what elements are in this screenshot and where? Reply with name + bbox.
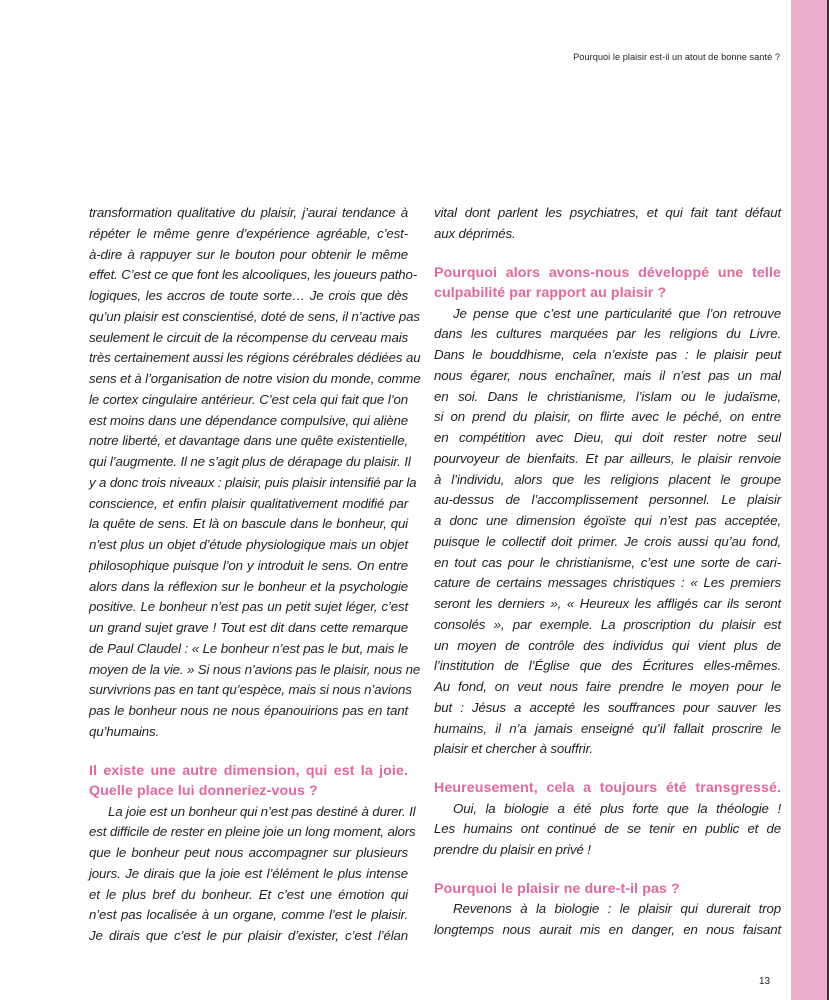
text-line: à l’individu, alors que les religions placent le groupe: [434, 471, 781, 487]
question-line: Quelle place lui donneriez-vous ?: [89, 783, 318, 799]
interview-answer: [434, 899, 781, 941]
text-line: qui l’augmente. Il ne s’agit plus de dérapage du plaisir. Il: [89, 454, 411, 469]
text-line: en soi. Dans le christianisme, l’islam ou le judaïsme,: [434, 388, 781, 404]
text-line: Je dirais que c’est le pur plaisir d’exister, c’est l’élan: [89, 928, 408, 943]
question-line: Pourquoi le plaisir ne dure-t-il pas ?: [434, 880, 680, 897]
text-line: que le bonheur peut nous accompagner sur plusieurs: [89, 845, 408, 860]
interview-answer: [434, 304, 781, 761]
text-line: à-dire à rappuyer sur le bouton pour obtenir le même: [89, 246, 408, 262]
text-line: de Paul Claudel : « Le bonheur n’est pas le but, mais le: [89, 640, 408, 656]
text-line: effet. C’est ce que font les alcooliques, les joueurs patho-: [89, 267, 418, 283]
right-column: [434, 203, 781, 941]
text-line: Revenons à la biologie : le plaisir qui durerait trop: [453, 901, 781, 917]
text-line: Je pense que c’est une particularité que l’on retrouve: [453, 305, 781, 321]
interview-question: [434, 778, 781, 799]
text-line: cature de certains messages christiques : « Les premiers: [434, 575, 781, 591]
question-line: Heureusement, cela a toujours été transgressé.: [434, 780, 781, 796]
text-line: prendre du plaisir en privé !: [434, 842, 591, 857]
text-line: l’institution de l’Église que des Écritures elles-mêmes.: [434, 658, 781, 674]
interview-question: [434, 263, 781, 304]
text-line: aux déprimés.: [434, 225, 516, 241]
text-line: seulement le circuit de la récompense du cerveau mais: [89, 329, 408, 345]
text-line: très certainement aussi les régions cérébrales dédiées au: [89, 350, 421, 366]
text-line: La joie est un bonheur qui n’est pas destiné à durer. Il: [108, 803, 416, 819]
text-line: en tout cas pour le christianisme, c’est une sorte de cari-: [434, 554, 781, 570]
text-line: dans les cultures marquées par les religions du Livre.: [434, 326, 781, 342]
text-line: seront les derniers », « Heureux les affligés car ils seront: [434, 596, 781, 611]
text-line: positive. Le bonheur n’est pas un petit sujet léger, c’est: [89, 599, 408, 615]
text-line: philosophique puisque l’on y introduit le sens. On entre: [89, 557, 408, 573]
text-line: transformation qualitative du plaisir, j’aurai tendance à: [89, 205, 408, 220]
text-line: n’est plus un objet d’étude physiologique mais un objet: [89, 537, 408, 552]
text-line: Au fond, on veut nous faire prendre le moyen pour le: [434, 679, 781, 694]
text-line: alors dans la réflexion sur le bonheur et la psychologie: [89, 578, 408, 594]
text-line: la quête de sens. Et là on bascule dans le bonheur, qui: [89, 516, 408, 532]
text-line: y a donc trois niveaux : plaisir, puis plaisir intensifié par la: [89, 474, 417, 490]
text-line: puisque le collectif doit primer. Je crois aussi qu’au fond,: [434, 533, 781, 549]
text-line: n’est pas localisée à un organe, comme l’est le plaisir.: [89, 907, 408, 923]
text-line: et le plus bref du bonheur. Et c’est une émotion qui: [89, 886, 408, 902]
chapter-side-tab: [791, 0, 827, 1000]
text-line: vital dont parlent les psychiatres, et qui fait tant défaut: [434, 205, 781, 220]
running-head: Pourquoi le plaisir est-il un atout de bonne santé ?: [573, 52, 780, 62]
text-line: nous égarer, nous enchaîner, mais il n’est pas un mal: [434, 367, 781, 383]
text-line: but : Jésus a accepté les souffrances pour sauver les: [434, 699, 781, 715]
text-line: pas le bonheur nous ne nous épanouirions pas en tant: [89, 703, 408, 718]
text-line: est difficile de rester en pleine joie un long moment, alors: [89, 824, 416, 840]
text-line: survivrions pas en tant qu’espèce, mais si nous n’avions: [89, 682, 412, 698]
text-line: qu’humains.: [89, 723, 160, 739]
text-line: jours. Je dirais que la joie est l’élément le plus intense: [89, 865, 408, 881]
question-line: culpabilité par rapport au plaisir ?: [434, 285, 667, 301]
text-line: Oui, la biologie a été plus forte que la théologie !: [453, 800, 781, 816]
question-line: Pourquoi alors avons-nous développé une telle: [434, 264, 781, 281]
text-line: le cortex cingulaire antérieur. C’est cela qui fait que l’on: [89, 391, 408, 407]
text-line: est moins dans une dépendance compulsive, qui aliène: [89, 412, 408, 428]
text-line: répéter le même genre d’expérience agréable, c’est-: [89, 225, 408, 241]
body-paragraph: [89, 203, 421, 743]
interview-question: [89, 761, 408, 802]
text-line: Les humains ont continué de se tenir en public et de: [434, 821, 781, 837]
text-line: pourvoyeur de bienfaits. Et par ailleurs, le plaisir renvoie: [434, 450, 781, 466]
body-paragraph: [434, 203, 781, 245]
text-line: sens et à l’organisation de notre vision du monde, comme: [89, 371, 421, 386]
text-line: qu’un plaisir est conscientisé, doté de sens, il n’active pas: [89, 308, 420, 324]
text-line: a donc une dimension égoïste qui n’est pas acceptée,: [434, 513, 781, 528]
text-line: un moyen de contrôle des individus qui vient plus de: [434, 637, 781, 653]
text-line: longtemps nous aurait mis en danger, en nous faisant: [434, 922, 781, 937]
interview-question: [434, 879, 781, 900]
text-line: un grand sujet grave ! Tout est dit dans cette remarque: [89, 620, 408, 635]
text-line: logiques, les accros de toute sorte… Je crois que dès: [89, 288, 408, 303]
text-line: notre liberté, et davantage dans une quête existentielle,: [89, 433, 408, 449]
interview-answer: [89, 802, 416, 947]
text-line: en compétition avec Dieu, qui doit rester notre seul: [434, 430, 781, 445]
interview-answer: [434, 799, 781, 861]
text-line: au-dessus de l’accomplissement personnel. Le plaisir: [434, 492, 781, 508]
text-line: moyen de la vie. » Si nous n’avions pas le plaisir, nous ne: [89, 661, 421, 677]
text-line: Dans le bouddhisme, cela n’existe pas : le plaisir peut: [434, 347, 781, 362]
text-line: conscience, et enfin plaisir qualitativement modifié par: [89, 495, 408, 511]
text-line: plaisir et chercher à souffrir.: [434, 741, 593, 757]
text-line: si on prend du plaisir, on flirte avec le péché, on entre: [434, 409, 781, 425]
question-line: Il existe une autre dimension, qui est la joie.: [89, 762, 408, 779]
text-line: consolés », par exemple. La proscription du plaisir est: [434, 616, 781, 632]
left-column: [89, 203, 421, 947]
text-line: humains, il n’a jamais enseigné qu’il fallait proscrire le: [434, 720, 781, 736]
page-number: 13: [759, 976, 771, 987]
